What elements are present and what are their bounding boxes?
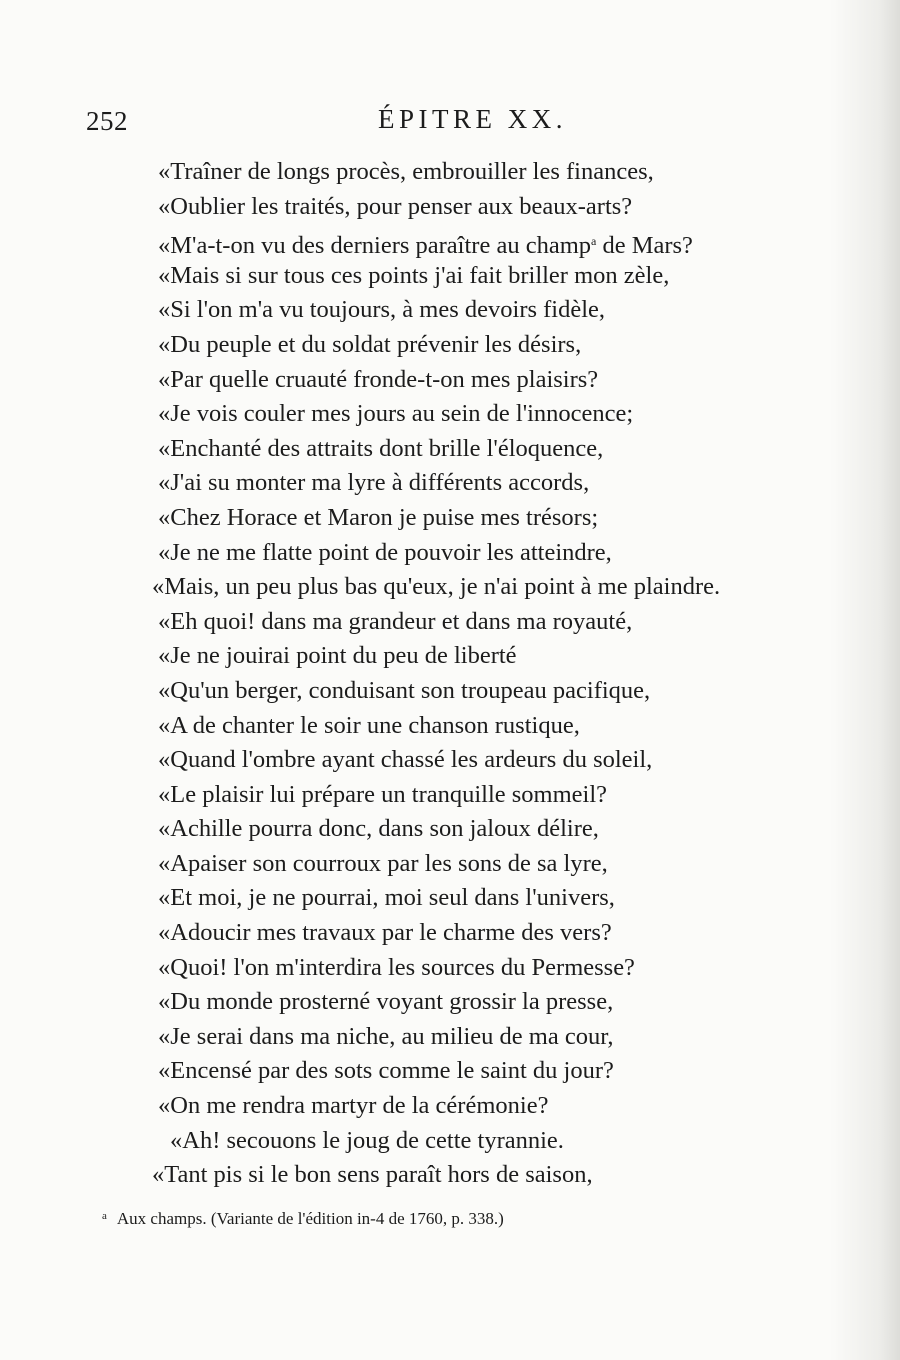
verse-line: «Si l'on m'a vu toujours, à mes devoirs fidèle, bbox=[158, 296, 606, 324]
verse-line: «Le plaisir lui prépare un tranquille sommeil? bbox=[158, 780, 608, 808]
verse-line: «Adoucir mes travaux par le charme des vers? bbox=[158, 919, 612, 947]
verse-line: «Tant pis si le bon sens paraît hors de saison, bbox=[152, 1161, 593, 1189]
verse-line: «Enchanté des attraits dont brille l'éloquence, bbox=[158, 434, 604, 462]
verse-text-ending: de Mars? bbox=[596, 232, 693, 260]
verse-line: «Je ne me flatte point de pouvoir les atteindre, bbox=[158, 538, 612, 566]
verse-list bbox=[152, 155, 721, 1193]
running-title: ÉPITRE XX. bbox=[378, 104, 567, 134]
verse-line: «A de chanter le soir une chanson rustique, bbox=[158, 711, 580, 739]
verse-line: «Par quelle cruauté fronde-t-on mes plaisirs? bbox=[158, 365, 599, 393]
verse-line: «Du monde prosterné voyant grossir la presse, bbox=[158, 988, 614, 1016]
verse-line: «Du peuple et du soldat prévenir les désirs, bbox=[158, 330, 582, 358]
verse-line: «Encensé par des sots comme le saint du jour? bbox=[158, 1057, 614, 1085]
verse-line: «Je vois couler mes jours au sein de l'innocence; bbox=[158, 400, 634, 428]
verse-line: «Mais, un peu plus bas qu'eux, je n'ai point à me plaindre. bbox=[152, 573, 721, 601]
verse-line: «Eh quoi! dans ma grandeur et dans ma royauté, bbox=[158, 607, 633, 635]
verse-line: «On me rendra martyr de la cérémonie? bbox=[158, 1092, 549, 1120]
verse-line: «Traîner de longs procès, embrouiller les finances, bbox=[158, 158, 654, 185]
verse-text: «M'a-t-on vu des derniers paraître au champ bbox=[158, 232, 591, 260]
verse-line bbox=[158, 224, 720, 259]
verse-line: «Quoi! l'on m'interdira les sources du Permesse? bbox=[158, 953, 635, 981]
verse-line: «Apaiser son courroux par les sons de sa lyre, bbox=[158, 849, 608, 877]
footnote bbox=[102, 1209, 504, 1229]
footnote-reference: a bbox=[591, 234, 597, 249]
verse-line: «Je serai dans ma niche, au milieu de ma cour, bbox=[158, 1022, 614, 1050]
verse-line: «Mais si sur tous ces points j'ai fait briller mon zèle, bbox=[158, 261, 670, 289]
verse-line: «Achille pourra donc, dans son jaloux délire, bbox=[158, 815, 599, 843]
verse-line: «Et moi, je ne pourrai, moi seul dans l'univers, bbox=[158, 884, 615, 912]
verse-line: «Oublier les traités, pour penser aux beaux-arts? bbox=[158, 192, 633, 220]
footnote-marker: a bbox=[102, 1210, 107, 1222]
verse-line: «Quand l'ombre ayant chassé les ardeurs du soleil, bbox=[158, 746, 653, 774]
verse-line: «Chez Horace et Maron je puise mes trésors; bbox=[158, 503, 599, 531]
page-number: 252 bbox=[86, 106, 128, 136]
page-edge-shadow bbox=[830, 0, 900, 1360]
verse-line: «J'ai su monter ma lyre à différents accords, bbox=[158, 469, 590, 497]
footnote-text: Aux champs. (Variante de l'édition in-4 de 1760, p. 338.) bbox=[116, 1209, 504, 1228]
verse-line: «Je ne jouirai point du peu de liberté bbox=[158, 642, 517, 670]
verse-line: «Ah! secouons le joug de cette tyrannie. bbox=[170, 1126, 564, 1154]
verse-line: «Qu'un berger, conduisant son troupeau pacifique, bbox=[158, 676, 651, 704]
